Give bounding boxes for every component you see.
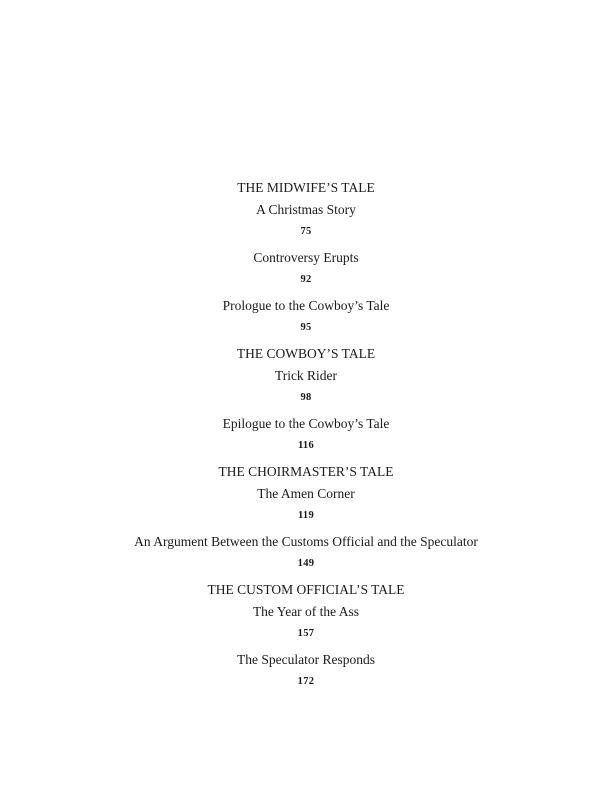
story-title-epilogue-cowboys-tale: Epilogue to the Cowboy’s Tale [222,416,390,431]
section-title-midwifes-tale: THE MIDWIFE’S TALE [237,180,375,195]
story-title-speculator-responds: The Speculator Responds [237,652,375,667]
page-number: 119 [297,510,315,521]
story-title-a-christmas-story: A Christmas Story [256,202,356,217]
story-title-controversy-erupts: Controversy Erupts [253,250,359,265]
page-number: 149 [297,558,315,569]
story-title-amen-corner: The Amen Corner [257,486,355,501]
story-title-year-of-the-ass: The Year of the Ass [252,604,360,619]
section-title-cowboys-tale: THE COWBOY’S TALE [236,346,376,361]
story-title-prologue-cowboys-tale: Prologue to the Cowboy’s Tale [222,298,390,313]
page-number: 92 [300,274,312,285]
page-number: 116 [297,440,315,451]
page-number: 95 [300,322,312,333]
page-number: 157 [297,628,315,639]
section-title-custom-officials-tale: THE CUSTOM OFFICIAL’S TALE [207,582,405,597]
page-number: 75 [300,226,312,237]
page-number: 98 [300,392,312,403]
section-title-choirmasters-tale: THE CHOIRMASTER’S TALE [218,464,394,479]
story-title-argument: An Argument Between the Customs Official and the Speculator [134,534,478,549]
story-title-trick-rider: Trick Rider [274,368,338,383]
table-of-contents [0,178,612,698]
page-number: 172 [297,676,315,687]
